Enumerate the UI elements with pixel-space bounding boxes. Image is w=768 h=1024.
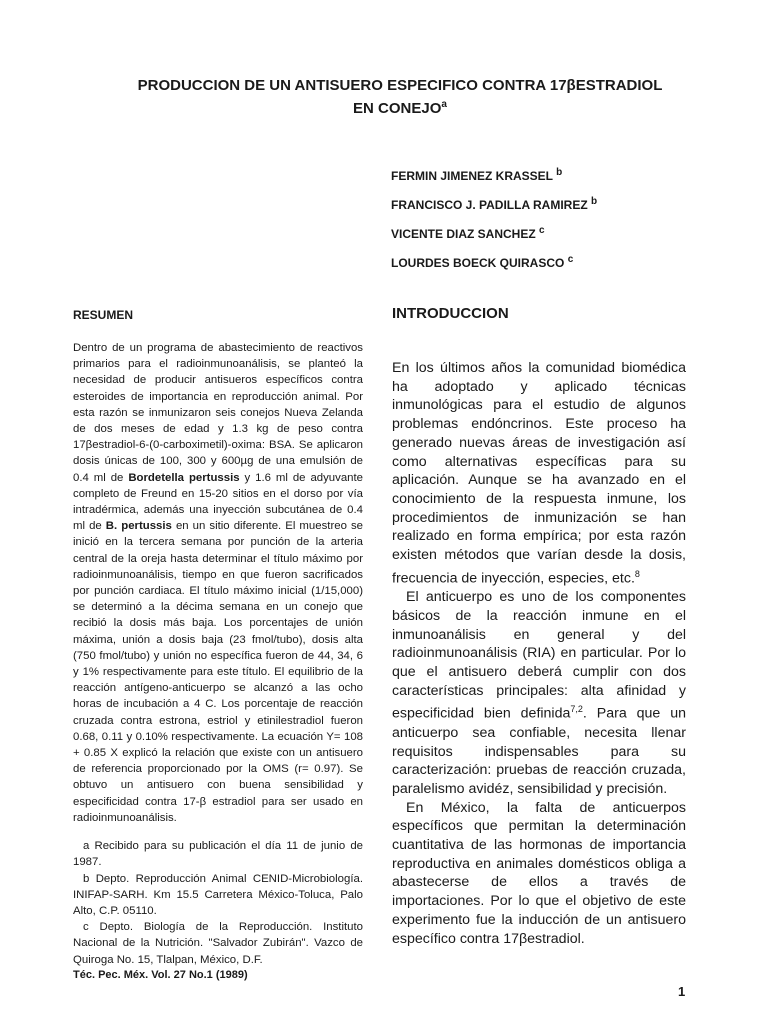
footnotes bbox=[73, 838, 363, 983]
author-name: VICENTE DIAZ SANCHEZ bbox=[391, 227, 536, 241]
author-affiliation-mark: b bbox=[556, 167, 563, 178]
author-affiliation-mark: b bbox=[591, 196, 598, 207]
abstract-heading: RESUMEN bbox=[73, 308, 134, 322]
abstract-text bbox=[73, 340, 363, 826]
abstract-organism-1: Bordetella pertussis bbox=[128, 471, 240, 484]
footnote-a: a Recibido para su publicación el día 11 de junio de 1987. bbox=[73, 840, 363, 869]
abstract-organism-2: B. pertussis bbox=[105, 520, 172, 533]
paper-title bbox=[80, 76, 720, 118]
author-3 bbox=[391, 224, 731, 253]
reference-mark: 8 bbox=[634, 568, 640, 579]
title-line-1: PRODUCCION DE UN ANTISUERO ESPECIFICO CONTRA 17βESTRADIOL bbox=[137, 77, 663, 94]
author-affiliation-mark: c bbox=[539, 225, 545, 236]
introduction-body bbox=[392, 359, 686, 948]
author-list bbox=[391, 166, 731, 282]
title-line-2 bbox=[80, 95, 720, 118]
abstract-part-3: en un sitio diferente. El muestreo se inició en la tercera semana por punción de la arteria central de la oreja hasta determinar el título máximo por radioinmunoanálisis, tiempo en que fueron sacrificados por punción cardiaca. El título máximo inicial (1/15,000) se determinó a la décima semana en un conejo que recibió la dosis más baja. Los porcentajes de unión máxima, unión a dosis baja (23 fmol/tubo), dosis alta (750 fmol/tubo) y unión no específica fueron de 44, 34, 6 y 1% respectivamente para este título. El equilibrio de la reacción antígeno-anticuerpo se alcanzó a las ocho horas de incubación a 4 C. Los porcentaje de reacción cruzada contra estrona, estriol y etinilestradiol fueron 0.68, 0.11 y 0.10% respectivamente. La ecuación Y= 108 + 0.85 X explicó la relación que existe con un antisuero de referencia proporcionado por la OMS (r= 0.97). Se obtuvo un antisuero con buena sensibilidad y especificidad contra 17-β estradiol para ser usado en radioinmunoanálisis. bbox=[73, 520, 363, 824]
title-line-2-text: EN CONEJO bbox=[353, 100, 442, 117]
intro-paragraph-2 bbox=[392, 588, 686, 798]
author-1 bbox=[391, 166, 731, 195]
intro-p2-text-a: El anticuerpo es uno de los componentes básicos de la reacción inmune en el inmunoanálisis en general y del radioinmunoanálisis (RIA) en particular. Por lo que el antisuero deberá cumplir con dos características principales: alta afinidad y especificidad bien definida bbox=[392, 589, 686, 723]
footnote-c: c Depto. Biología de la Reproducción. Instituto Nacional de la Nutrición. "Salvador Zubirán". Vazco de Quiroga No. 15, Tlalpan, México, D.F. bbox=[73, 921, 363, 966]
author-2 bbox=[391, 195, 731, 224]
author-4 bbox=[391, 253, 731, 282]
abstract-part-1: Dentro de un programa de abastecimiento de reactivos primarios para el radioinmunoanálisis, se planteó la necesidad de producir antisueros específicos contra esteroides de importancia en reproducción animal. Por esta razón se inmunizaron seis conejos Nueva Zelanda de dos meses de edad y 1.3 kg de peso contra 17βestradiol-6-(0-carboximetil)-oxima: BSA. Se aplicaron dosis únicas de 100, 300 y 600µg de una emulsión de 0.4 ml de bbox=[73, 342, 363, 484]
intro-p1-text: En los últimos años la comunidad biomédica ha adoptado y aplicado técnicas inmunológicas para el estudio de algunos problemas endóncrinos. Este proceso ha generado nuevas áreas de investigación así como alternativas específicas para su aplicación. Aunque se ha avanzado en el conocimiento de la respuesta inmune, los procedimientos de inmunización se han realizado en forma empírica; por esta razón existen métodos que varían desde la dosis, frecuencia de inyección, especies, etc. bbox=[392, 360, 686, 587]
right-column bbox=[392, 305, 686, 948]
intro-paragraph-1 bbox=[392, 359, 686, 588]
footnote-b: b Depto. Reproducción Animal CENID-Microbiología. INIFAP-SARH. Km 15.5 Carretera México-Toluca, Palo Alto, C.P. 05110. bbox=[73, 872, 363, 917]
intro-paragraph-3: En México, la falta de anticuerpos específicos que permitan la determinación cuantitativa de las hormonas de importancia reproductiva en animales domésticos obliga a abastecerse de ellos a través de importaciones. Por lo que el objetivo de este experimento fue la inducción de un antisuero específico contra 17βestradiol. bbox=[392, 799, 686, 947]
abstract-part-2: y 1.6 ml de adyuvante completo de Freund en 15-20 sitios en el dorso por vía intradérmica, además una inyección subcutánea de 0.4 ml de bbox=[73, 471, 364, 533]
title-footnote-mark: a bbox=[441, 99, 447, 110]
page-number: 1 bbox=[678, 984, 686, 999]
reference-mark: 7,2 bbox=[570, 704, 583, 715]
left-column bbox=[73, 308, 363, 983]
introduction-heading: INTRODUCCION bbox=[392, 305, 509, 322]
author-affiliation-mark: c bbox=[567, 254, 574, 265]
author-name: LOURDES BOECK QUIRASCO bbox=[391, 256, 565, 270]
author-name: FRANCISCO J. PADILLA RAMIREZ bbox=[391, 198, 588, 212]
intro-p2-text-b: . Para que un anticuerpo sea confiable, necesita llenar requisitos indispensables para su caracterización: pruebas de reacción cruzada, paralelismo avidéz, sensibilidad y precisión. bbox=[392, 706, 686, 797]
author-name: FERMIN JIMENEZ KRASSEL bbox=[391, 169, 553, 183]
journal-citation: Téc. Pec. Méx. Vol. 27 No.1 (1989) bbox=[73, 968, 248, 981]
